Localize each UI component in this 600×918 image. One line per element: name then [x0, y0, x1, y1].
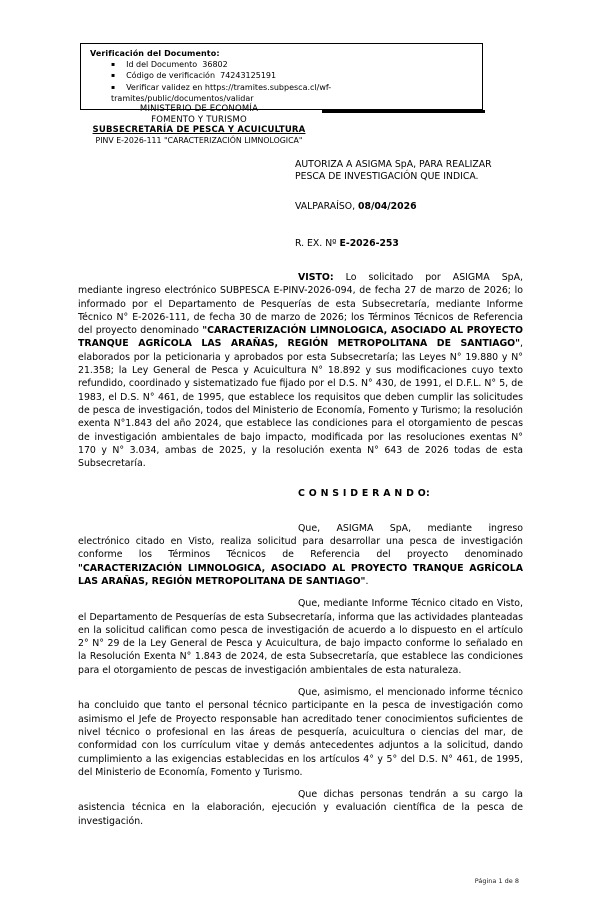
verification-item-label: Código de verificación: [126, 71, 216, 81]
considerando-paragraph-4: Que dichas personas tendrán a su cargo la asistencia técnica en la elaboración, ejecución y evaluación científica de la pesca de investigación.: [78, 789, 523, 827]
resolution-summary: [295, 159, 529, 183]
paragraph-text: Que, ASIGMA SpA, mediante ingreso electrónico citado en Visto, realiza solicitud para desarrollar una pesca de investigación conforme los Términos Técnicos de Referencia del proyecto denominado: [78, 522, 523, 561]
verification-item-url: [111, 82, 473, 105]
considerando-heading: C O N S I D E R A N D O:: [298, 488, 431, 500]
place-label: VALPARAÍSO,: [295, 201, 356, 212]
place-date-line: [295, 201, 417, 212]
paragraph-text: .: [365, 575, 369, 587]
verification-item-id: [111, 59, 473, 70]
verification-box: [80, 43, 483, 110]
visto-paragraph: [78, 271, 523, 470]
verification-item-code: [111, 70, 473, 81]
verification-title: Verificación del Documento:: [90, 49, 220, 58]
considerando-paragraph-1: [78, 522, 523, 588]
document-body: [78, 271, 523, 837]
ministry-header: [40, 104, 358, 146]
verification-url: https://tramites.subpesca.cl/wf-tramites/public/documentos/validar: [111, 82, 332, 103]
verification-item-label: Verificar validez en: [126, 82, 203, 92]
project-title: "CARACTERIZACIÓN LIMNOLOGICA, ASOCIADO AL PROYECTO TRANQUE AGRÍCOLA LAS ARAÑAS, REGIÓN METROPOLITANA DE SANTIAGO": [78, 562, 523, 587]
pinv-reference-line: PINV E-2026-111 "CARACTERIZACIÓN LIMNOLOGICA": [95, 135, 303, 145]
verification-item-value: 74243125191: [220, 71, 277, 81]
summary-line-2: PESCA DE INVESTIGACIÓN QUE INDICA.: [295, 170, 479, 182]
visto-text-rest: , elaborados por la peticionaria y aprobados por esta Subsecretaría; las Leyes N° 19.880 y N° 21.358; la Ley General de Pesca y Acuicultura N° 18.892 y sus modificaciones cuyo texto refundido, coordinado y sistematizado fue fijado por el D.S. N° 430, de 1991, el D.F.L. N° 5, de 1983, el D.S. N° 461, de 1995, que establece los requisitos que deben cumplir las solicitudes de pesca de investigación, todos del Ministerio de Economía, Fomento y Turismo; la resolución exenta N°1.843 del año 2024, que establece las condiciones para el otorgamiento de pescas de investigación ambientales de bajo impacto, modificada por las resoluciones exentas N° 170 y N° 3.034, ambas de 2025, y la resolución exenta N° 643 de 2026 todas de esta Subsecretaría.: [78, 338, 523, 470]
verification-item-value: 36802: [202, 60, 228, 69]
considerando-paragraph-2: Que, mediante Informe Técnico citado en Visto, el Departamento de Pesquerías de esta Subsecretaría, informa que las actividades planteadas en la solicitud califican como pesca de investigación de acuerdo a lo dispuesto en el artículo 2° N° 29 de la Ley General de Pesca y Acuicultura, de bajo impacto conforme lo señalado en la Resolución Exenta N° 1.843 de 2024, de esta Subsecretaría, que establece las condiciones para el otorgamiento de pescas de investigación ambientales de esta naturaleza.: [78, 598, 523, 676]
resolution-date: 08/04/2026: [358, 201, 417, 212]
resolution-number-label: R. EX. Nº: [295, 238, 337, 249]
summary-line-1: AUTORIZA A ASIGMA SpA, PARA REALIZAR: [295, 159, 492, 170]
visto-text: Lo solicitado por ASIGMA SpA, mediante ingreso electrónico SUBPESCA E-PINV-2026-094, de fecha 27 de marzo de 2026; lo informado por el Departamento de Pesquerías de esta Subsecretaría, mediante Informe Técnico N° E-2026-111, de fecha 30 de marzo de 2026; los Términos Técnicos de Referencia del proyecto denominado: [78, 272, 523, 337]
resolution-number-line: [295, 238, 399, 249]
ministry-sector-line: FOMENTO Y TURISMO: [151, 114, 247, 125]
page-footer: Página 1 de 8: [474, 877, 519, 885]
bullet-icon: ▪: [111, 72, 116, 80]
project-title: "CARACTERIZACIÓN LIMNOLOGICA, ASOCIADO AL PROYECTO TRANQUE AGRÍCOLA LAS ARAÑAS, REGIÓN METROPOLITANA DE SANTIAGO": [78, 325, 523, 350]
resolution-number: E-2026-253: [339, 238, 399, 249]
verification-item-label: Id del Documento: [126, 60, 198, 69]
visto-label: VISTO:: [298, 272, 334, 283]
subsecretaria-line: SUBSECRETARÍA DE PESCA Y ACUICULTURA: [92, 125, 306, 136]
bullet-icon: ▪: [111, 61, 116, 68]
considerando-paragraph-3: Que, asimismo, el mencionado informe técnico ha concluido que tanto el personal técnico participante en la pesca de investigación como asimismo el Jefe de Proyecto responsable han acreditado tener conocimientos suficientes de nivel técnico o profesional en las áreas de pesquería, acuicultura o ciencias del mar, de conformidad con los currículum vitae y demás antecedentes adjuntos a la solicitud, dando cumplimiento a las exigencias establecidas en los artículos 4° y 5° del D.S. N° 461, de 1995, del Ministerio de Economía, Fomento y Turismo.: [78, 687, 523, 778]
bullet-icon: ▪: [111, 83, 116, 91]
ministry-name-line: MINISTERIO DE ECONOMÍA: [139, 104, 259, 114]
